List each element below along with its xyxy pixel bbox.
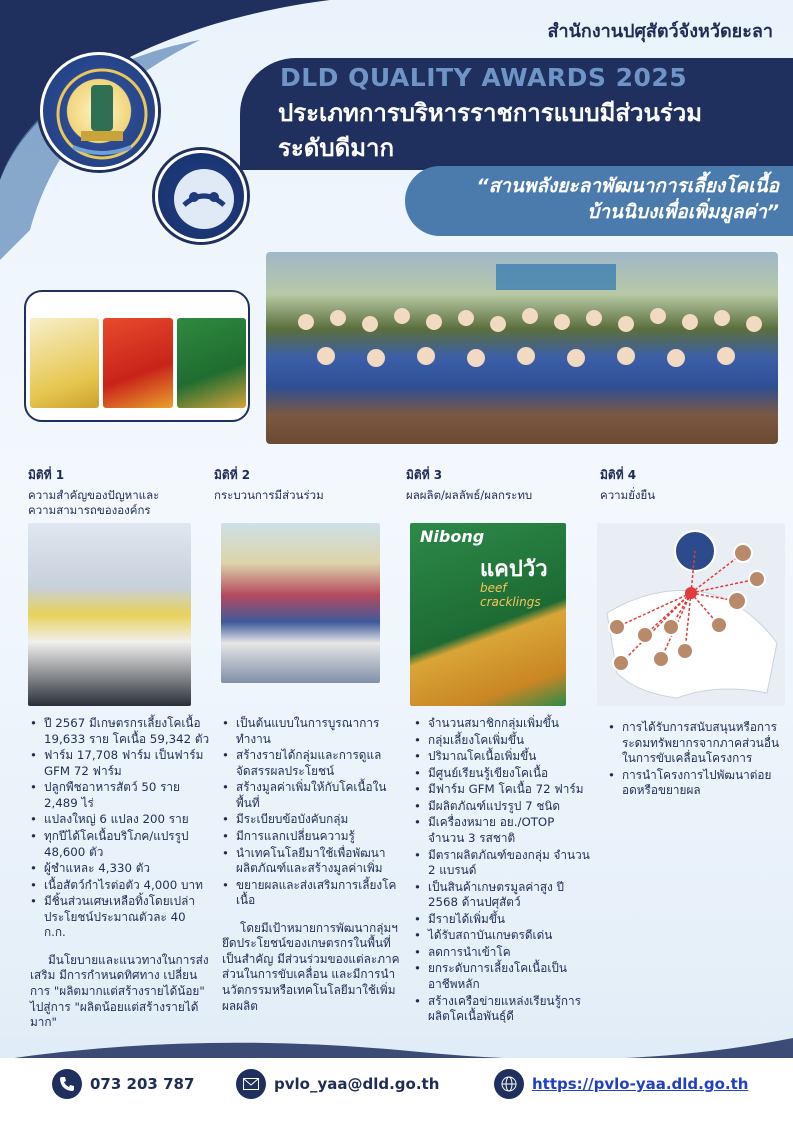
email-icon (236, 1069, 266, 1099)
dimension-3-list (414, 716, 594, 1025)
dimension-2-title: มิติที่ 2 (214, 468, 251, 482)
list-item: • มีระเบียบข้อบังคับกลุ่ม (222, 812, 406, 828)
dimension-1-header (28, 466, 203, 518)
group-photo (266, 252, 778, 444)
award-category-line1: ประเภทการบริหารราชการแบบมีส่วนร่วม (278, 99, 703, 127)
list-item: • ปี 2567 มีเกษตรกรเลี้ยงโคเนื้อ 19,633 ราย โคเนื้อ 59,342 ตัว (30, 716, 210, 747)
contact-website[interactable] (494, 1069, 748, 1099)
list-item: • ปลูกพืชอาหารสัตว์ 50 ราย 2,489 ไร่ (30, 780, 210, 811)
list-item: • สร้างเครือข่ายแหล่งเรียนรู้การผลิตโคเนื้อพันธุ์ดี (414, 994, 594, 1025)
product-name: แคปวัว (480, 557, 548, 582)
list-item: • มีศูนย์เรียนรู้เขียงโคเนื้อ (414, 766, 594, 782)
dimension-3-header (406, 466, 586, 503)
dimension-1-photo (28, 523, 191, 706)
network-center-marker (685, 587, 697, 599)
contact-phone[interactable] (52, 1069, 194, 1099)
list-item: • ได้รับสถาบันเกษตรดีเด่น (414, 928, 594, 944)
globe-icon (494, 1069, 524, 1099)
office-name: สำนักงานปศุสัตว์จังหวัดยะลา (547, 21, 773, 42)
network-map-drawing (597, 523, 785, 706)
award-category (278, 96, 788, 166)
dimension-1-list (30, 716, 210, 941)
dimension-2-subtitle: กระบวนการมีส่วนร่วม (214, 488, 324, 502)
dimension-4-list (608, 720, 786, 799)
project-title-line2: บ้านนิบงเพื่อเพิ่มมูลค่า” (587, 200, 779, 223)
list-item: • เป็นสินค้าเกษตรมูลค่าสูง ปี 2568 ด้านปศุสัตว์ (414, 880, 594, 911)
dimension-4-network-map (597, 523, 785, 706)
list-item: • มีชิ้นส่วนเศษเหลือทิ้งโดยเปล่าประโยชน์ประมาณตัวละ 40 ก.ก. (30, 894, 210, 941)
dimension-4-title: มิติที่ 4 (600, 468, 637, 482)
awards-title: DLD QUALITY AWARDS 2025 (280, 63, 688, 92)
list-item: • ขยายผลและส่งเสริมการเลี้ยงโคเนื้อ (222, 878, 406, 909)
website-link[interactable]: https://pvlo-yaa.dld.go.th (532, 1075, 749, 1093)
list-item: • จำนวนสมาชิกกลุ่มเพิ่มขึ้น (414, 716, 594, 732)
beef-cattle-group-logo (155, 150, 247, 242)
dimension-2-photo (221, 523, 380, 683)
dimension-3-title: มิติที่ 3 (406, 468, 443, 482)
project-title-line1: “สานพลังยะลาพัฒนาการเลี้ยงโคเนื้อ (476, 175, 779, 197)
dimension-4-header (600, 466, 780, 503)
list-item: • มีผลิตภัณฑ์แปรรูป 7 ชนิด (414, 799, 594, 815)
provincial-seal-icon (40, 52, 158, 170)
list-item: • เป็นต้นแบบในการบูรณาการทำงาน (222, 716, 406, 747)
dimension-2-header (214, 466, 389, 503)
list-item: • ยกระดับการเลี้ยงโคเนื้อเป็นอาชีพหลัก (414, 961, 594, 992)
product-brand: Nibong (420, 527, 485, 546)
product-pack-green (177, 318, 246, 408)
dimension-1-title: มิติที่ 1 (28, 468, 65, 482)
phone-number: 073 203 787 (90, 1075, 195, 1093)
list-item: • มีรายได้เพิ่มขึ้น (414, 912, 594, 928)
product-pack-yellow (30, 318, 99, 408)
product-photo (30, 318, 246, 408)
contact-email[interactable] (236, 1069, 439, 1099)
dimension-1-subtitle-line1: ความสำคัญของปัญหาและ (28, 488, 160, 502)
award-level: ระดับดีมาก (278, 133, 395, 162)
dimension-1-content (30, 716, 210, 1031)
list-item: • การได้รับการสนับสนุนหรือการระดมทรัพยากรจากภาคส่วนอื่นในการขับเคลื่อนโครงการ (608, 720, 786, 767)
project-title (405, 166, 793, 236)
list-item: • เนื้อสัตว์กำไรต่อตัว 4,000 บาท (30, 878, 210, 894)
list-item: • แปลงใหญ่ 6 แปลง 200 ราย (30, 812, 210, 828)
list-item: • ทุกปีได้โคเนื้อบริโภค/แปรรูป 48,600 ตัว (30, 829, 210, 860)
product-photo-frame (24, 290, 250, 422)
list-item: • นำเทคโนโลยีมาใช้เพื่อพัฒนาผลิตภัณฑ์และสร้างมูลค่าเพิ่ม (222, 846, 406, 877)
dimension-4-subtitle: ความยั่งยืน (600, 488, 656, 502)
dimension-2-content (222, 716, 406, 1014)
list-item: • สร้างมูลค่าเพิ่มให้กับโคเนื้อในพื้นที่ (222, 780, 406, 811)
list-item: • ผู้ชำแหละ 4,330 ตัว (30, 861, 210, 877)
dimension-4-content (608, 720, 786, 800)
list-item: • มีฟาร์ม GFM โคเนื้อ 72 ฟาร์ม (414, 782, 594, 798)
phone-icon (52, 1069, 82, 1099)
dimension-2-list (222, 716, 406, 909)
group-photo-people (266, 252, 778, 444)
product-tagline: beef cracklings (480, 581, 541, 609)
dimension-3-subtitle: ผลผลิต/ผลลัพธ์/ผลกระทบ (406, 488, 533, 502)
list-item: • การนำโครงการไปพัฒนาต่อยอดหรือขยายผล (608, 768, 786, 799)
list-item: • มีการแลกเปลี่ยนความรู้ (222, 829, 406, 845)
list-item: • ปริมาณโคเนื้อเพิ่มขึ้น (414, 749, 594, 765)
dimension-1-subtitle (28, 488, 203, 518)
dimension-3-content (414, 716, 594, 1026)
dimension-2-paragraph: โดยมีเป้าหมายการพัฒนากลุ่มฯ ยึดประโยชน์ของเกษตรกรในพื้นที่เป็นสำคัญ มีส่วนร่วมของแต่ละภาคส่วนในการขับเคลื่อน และมีการนำนวัตกรรมหรือเทคโนโลยีมาใช้เพิ่มผลผลิต (222, 920, 400, 1013)
product-pack-red (103, 318, 172, 408)
email-address: pvlo_yaa@dld.go.th (274, 1075, 440, 1093)
list-item: • มีเครื่องหมาย อย./OTOP จำนวน 3 รสชาติ (414, 815, 594, 846)
list-item: • มีตราผลิตภัณฑ์ของกลุ่ม จำนวน 2 แบรนด์ (414, 848, 594, 879)
dimension-3-photo (410, 523, 566, 706)
dimension-1-paragraph: มีนโยบายและแนวทางในการส่งเสริม มีการกำหนดทิศทาง เปลี่ยนการ "ผลิตมากแต่สร้างรายได้น้อย" ไปสู่การ "ผลิตน้อยแต่สร้างรายได้มาก" (30, 952, 209, 1030)
dimension-1-subtitle-line2: ความสามารถขององค์กร (28, 502, 151, 517)
list-item: • สร้างรายได้กลุ่มและการดูแลจัดสรรผลประโยชน์ (222, 748, 406, 779)
list-item: • ฟาร์ม 17,708 ฟาร์ม เป็นฟาร์ม GFM 72 ฟาร์ม (30, 748, 210, 779)
list-item: • กลุ่มเลี้ยงโคเพิ่มขึ้น (414, 733, 594, 749)
list-item: • ลดการนำเข้าโค (414, 945, 594, 961)
